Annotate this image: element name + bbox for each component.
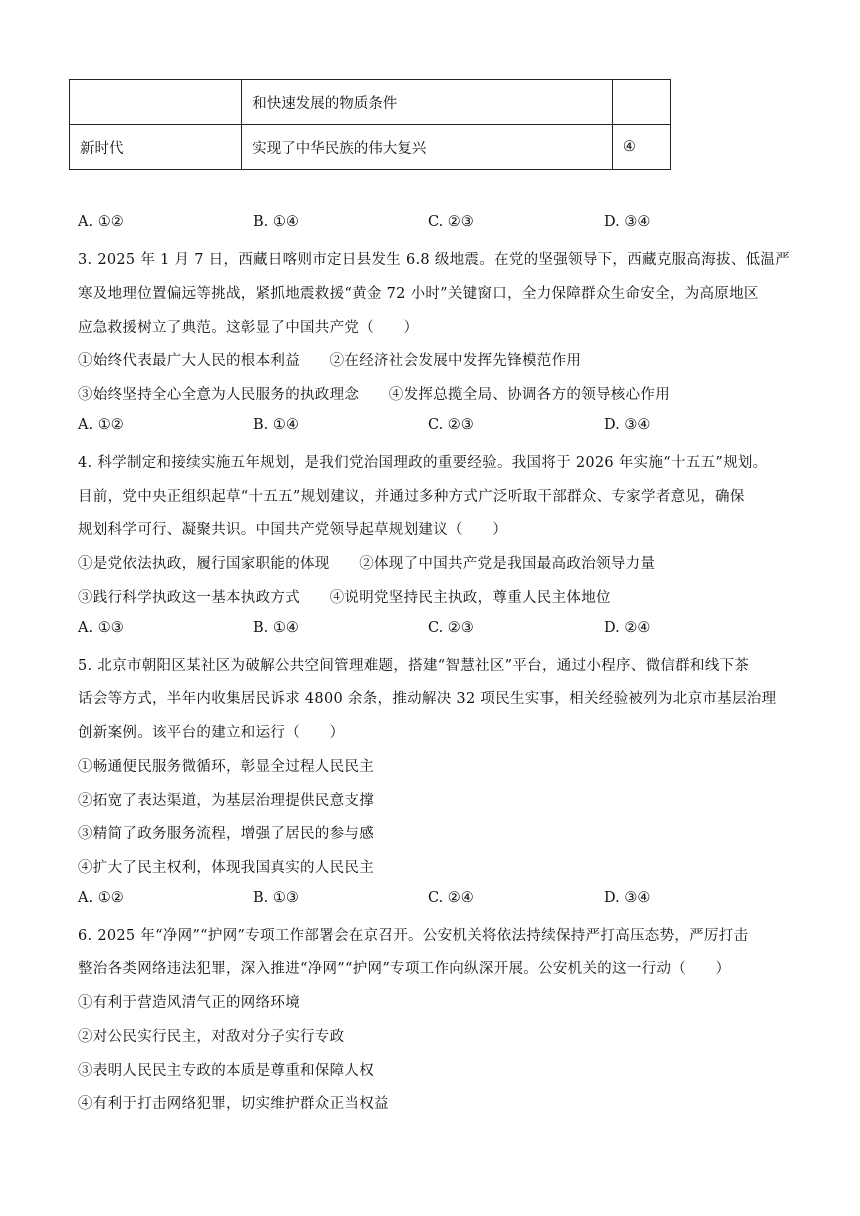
q6-choice-line: ④有利于打击网络犯罪，切实维护群众正当权益: [78, 1096, 389, 1112]
q6-stem-line: 6. 2025 年“净网”“护网”专项工作部署会在京召开。公安机关将依法持续保持严打高压态势，严厉打击: [78, 928, 749, 944]
q3-option-c: C. ②③: [428, 417, 474, 433]
q3-stem-line: 应急救援树立了典范。这彰显了中国共产党（ ）: [78, 320, 419, 336]
q3-stem-line: 3. 2025 年 1 月 7 日，西藏日喀则市定日县发生 6.8 级地震。在党的坚强领导下，西藏克服高海拔、低温严: [78, 252, 791, 268]
q2-option-a: A. ①②: [78, 214, 124, 230]
q5-stem-line: 5. 北京市朝阳区某社区为破解公共空间管理难题，搭建“智慧社区”平台，通过小程序、微信群和线下茶: [78, 658, 750, 674]
table-row: [70, 125, 671, 170]
q5-choice-line: ④扩大了民主权利，体现我国真实的人民民主: [78, 860, 374, 876]
q4-stem-line: 4. 科学制定和接续实施五年规划，是我们党治国理政的重要经验。我国将于 2026 年实施“十五五”规划。: [78, 455, 768, 471]
table-cell-era: [70, 80, 242, 125]
q4-stem-line: 规划科学可行、凝聚共识。中国共产党领导起草规划建议（ ）: [78, 522, 508, 538]
table-row: [70, 80, 671, 125]
q2-option-d: D. ③④: [604, 214, 651, 230]
q5-choice-line: ①畅通便民服务微循环，彰显全过程人民民主: [78, 759, 374, 775]
table-cell-content: 实现了中华民族的伟大复兴: [242, 125, 613, 170]
q4-option-a: A. ①③: [78, 620, 124, 636]
q5-choice-line: ②拓宽了表达渠道，为基层治理提供民意支撑: [78, 793, 374, 809]
q3-option-a: A. ①②: [78, 417, 124, 433]
q5-stem-line: 话会等方式，半年内收集居民诉求 4800 余条，推动解决 32 项民生实事，相关经验被列为北京市基层治理: [78, 691, 777, 707]
q4-choice-line: ③践行科学执政这一基本执政方式 ④说明党坚持民主执政，尊重人民主体地位: [78, 590, 611, 606]
q5-option-b: B. ①③: [253, 890, 299, 906]
table-cell-content: 和快速发展的物质条件: [242, 80, 613, 125]
table-cell-mark: [612, 80, 670, 125]
q6-choice-line: ①有利于营造风清气正的网络环境: [78, 995, 300, 1011]
q3-choice-line: ③始终坚持全心全意为人民服务的执政理念 ④发挥总揽全局、协调各方的领导核心作用: [78, 387, 670, 403]
q4-stem-line: 目前，党中央正组织起草“十五五”规划建议，并通过多种方式广泛听取干部群众、专家学者意见，确保: [78, 489, 745, 505]
q3-choice-line: ①始终代表最广大人民的根本利益 ②在经济社会发展中发挥先锋模范作用: [78, 353, 582, 369]
q2-option-c: C. ②③: [428, 214, 474, 230]
history-table: [69, 79, 671, 170]
table-cell-era: 新时代: [70, 125, 242, 170]
q3-stem-line: 寒及地理位置偏远等挑战，紧抓地震救援“黄金 72 小时”关键窗口，全力保障群众生命安全，为高原地区: [78, 286, 759, 302]
q4-option-d: D. ②④: [604, 620, 651, 636]
q5-option-d: D. ③④: [604, 890, 651, 906]
q3-option-d: D. ③④: [604, 417, 651, 433]
q5-stem-line: 创新案例。该平台的建立和运行（ ）: [78, 725, 345, 741]
q4-choice-line: ①是党依法执政，履行国家职能的体现 ②体现了中国共产党是我国最高政治领导力量: [78, 556, 656, 572]
q3-option-b: B. ①④: [253, 417, 299, 433]
q5-option-a: A. ①②: [78, 890, 124, 906]
q5-option-c: C. ②④: [428, 890, 474, 906]
q6-stem-line: 整治各类网络违法犯罪，深入推进“净网”“护网”专项工作向纵深开展。公安机关的这一行动（ ）: [78, 961, 731, 977]
q5-choice-line: ③精简了政务服务流程，增强了居民的参与感: [78, 826, 374, 842]
q2-option-b: B. ①④: [253, 214, 299, 230]
q6-choice-line: ③表明人民民主专政的本质是尊重和保障人权: [78, 1063, 374, 1079]
q4-option-c: C. ②③: [428, 620, 474, 636]
q4-option-b: B. ①④: [253, 620, 299, 636]
table-cell-mark: ④: [612, 125, 670, 170]
q6-choice-line: ②对公民实行民主，对敌对分子实行专政: [78, 1029, 345, 1045]
